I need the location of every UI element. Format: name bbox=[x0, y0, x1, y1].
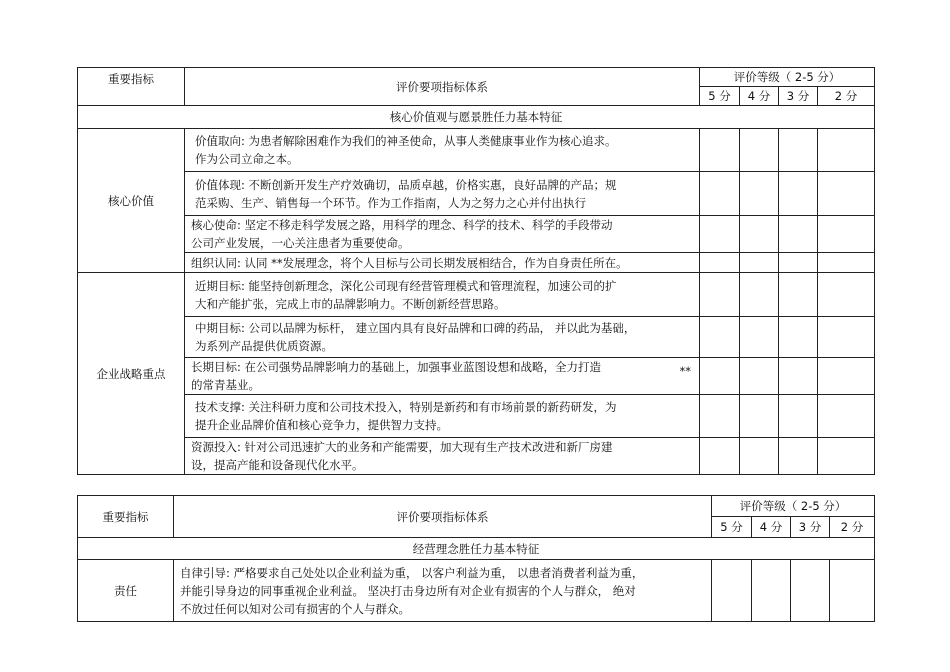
score-cell[interactable] bbox=[779, 172, 818, 216]
score-cell[interactable] bbox=[740, 358, 779, 395]
score-cell[interactable] bbox=[740, 129, 779, 172]
score-cell[interactable] bbox=[700, 438, 740, 475]
score-cell[interactable] bbox=[830, 560, 875, 622]
score-cell[interactable] bbox=[700, 253, 740, 273]
score-cell[interactable] bbox=[740, 253, 779, 273]
score-cell[interactable] bbox=[712, 560, 752, 622]
score-cell[interactable] bbox=[700, 129, 740, 172]
criterion-text: 中期目标: 公司以品牌为标杆， 建立国内具有良好品牌和口碑的药品， 并以此为基础， 为系列产品提供优质资源。 bbox=[185, 317, 700, 358]
score-header-5: 5 分 bbox=[712, 517, 752, 538]
criterion-text: 长期目标: 在公司强势品牌影响力的基础上，加强事业蓝图设想和战略，全力打造 的常青基业。 ** bbox=[185, 358, 700, 395]
masked-name-mark: ** bbox=[679, 364, 691, 378]
score-header-4: 4 分 bbox=[752, 517, 791, 538]
criterion-text: 近期目标: 能坚持创新理念，深化公司现有经营管理模式和管理流程，加速公司的扩 大和产能扩张，完成上市的品牌影响力。不断创新经营思路。 bbox=[185, 273, 700, 317]
score-cell[interactable] bbox=[740, 273, 779, 317]
score-cell[interactable] bbox=[779, 317, 818, 358]
score-cell[interactable] bbox=[700, 395, 740, 438]
score-cell[interactable] bbox=[818, 438, 875, 475]
table-row bbox=[78, 216, 875, 253]
header-indicator: 重要指标 bbox=[78, 68, 185, 106]
score-cell[interactable] bbox=[740, 216, 779, 253]
score-cell[interactable] bbox=[818, 253, 875, 273]
criterion-text: 技术支撑: 关注科研力度和公司技术投入，特别是新药和有市场前景的新药研发，为 提升企业品牌价值和核心竞争力，提供智力支持。 bbox=[185, 395, 700, 438]
score-header-3: 3 分 bbox=[791, 517, 830, 538]
score-header-5: 5 分 bbox=[700, 87, 740, 106]
score-cell[interactable] bbox=[700, 172, 740, 216]
table-row bbox=[78, 358, 875, 395]
score-cell[interactable] bbox=[779, 438, 818, 475]
header-indicator-system: 评价要项指标体系 bbox=[174, 496, 712, 538]
score-cell[interactable] bbox=[779, 253, 818, 273]
score-cell[interactable] bbox=[818, 129, 875, 172]
score-header-4: 4 分 bbox=[740, 87, 779, 106]
score-cell[interactable] bbox=[779, 358, 818, 395]
group-core-value: 核心价值 bbox=[78, 129, 185, 273]
score-cell[interactable] bbox=[818, 358, 875, 395]
score-cell[interactable] bbox=[740, 172, 779, 216]
section-title: 核心价值观与愿景胜任力基本特征 bbox=[78, 106, 875, 129]
score-cell[interactable] bbox=[818, 395, 875, 438]
criterion-text: 核心使命: 坚定不移走科学发展之路，用科学的理念、科学的技术、科学的手段带动 公司产业发展，一心关注患者为重要使命。 bbox=[185, 216, 700, 253]
header-grade: 评价等级（ 2-5 分） bbox=[700, 68, 875, 87]
evaluation-table-core-values bbox=[77, 67, 875, 475]
criterion-text: 价值体现: 不断创新开发生产疗效确切，品质卓越，价格实惠，良好品牌的产品；规 范采购、生产、销售每一个环节。作为工作指南，人为之努力之心并付出执行 bbox=[185, 172, 700, 216]
criterion-text: 组织认同: 认同 **发展理念，将个人目标与公司长期发展相结合，作为自身责任所在。 bbox=[185, 253, 700, 273]
score-cell[interactable] bbox=[752, 560, 791, 622]
header-grade: 评价等级（ 2-5 分） bbox=[712, 496, 875, 517]
score-cell[interactable] bbox=[700, 358, 740, 395]
table-row bbox=[78, 273, 875, 317]
section-title: 经营理念胜任力基本特征 bbox=[78, 538, 875, 560]
table-row bbox=[78, 317, 875, 358]
table-row bbox=[78, 253, 875, 273]
score-cell[interactable] bbox=[779, 273, 818, 317]
score-cell[interactable] bbox=[818, 273, 875, 317]
score-header-2: 2 分 bbox=[818, 87, 875, 106]
score-cell[interactable] bbox=[740, 438, 779, 475]
score-cell[interactable] bbox=[779, 395, 818, 438]
score-cell[interactable] bbox=[818, 172, 875, 216]
table-row bbox=[78, 438, 875, 475]
table-row bbox=[78, 172, 875, 216]
criterion-text: 价值取向: 为患者解除困难作为我们的神圣使命，从事人类健康事业作为核心追求。 作为公司立命之本。 bbox=[185, 129, 700, 172]
evaluation-table-business-philosophy bbox=[77, 495, 875, 622]
score-header-3: 3 分 bbox=[779, 87, 818, 106]
score-header-2: 2 分 bbox=[830, 517, 875, 538]
table-row bbox=[78, 129, 875, 172]
score-cell[interactable] bbox=[818, 317, 875, 358]
table-row bbox=[78, 395, 875, 438]
score-cell[interactable] bbox=[700, 317, 740, 358]
score-cell[interactable] bbox=[700, 273, 740, 317]
score-cell[interactable] bbox=[791, 560, 830, 622]
score-cell[interactable] bbox=[740, 395, 779, 438]
score-cell[interactable] bbox=[779, 129, 818, 172]
criterion-text: 自律引导: 严格要求自己处处以企业利益为重， 以客户利益为重， 以患者消费者利益为重， 并能引导身边的同事重视企业利益。 坚决打击身边所有对企业有损害的个人与群众， 绝对 不放过任何以知对公司有损害的个人与群众。 bbox=[174, 560, 712, 622]
header-indicator-system: 评价要项指标体系 bbox=[185, 68, 700, 106]
score-cell[interactable] bbox=[779, 216, 818, 253]
criterion-text: 资源投入: 针对公司迅速扩大的业务和产能需要，加大现有生产技术改进和新厂房建 设，提高产能和设备现代化水平。 bbox=[185, 438, 700, 475]
score-cell[interactable] bbox=[700, 216, 740, 253]
group-strategy-focus: 企业战略重点 bbox=[78, 273, 185, 475]
header-indicator: 重要指标 bbox=[78, 496, 174, 538]
table-row bbox=[78, 560, 875, 622]
score-cell[interactable] bbox=[740, 317, 779, 358]
score-cell[interactable] bbox=[818, 216, 875, 253]
group-responsibility: 责任 bbox=[78, 560, 174, 622]
